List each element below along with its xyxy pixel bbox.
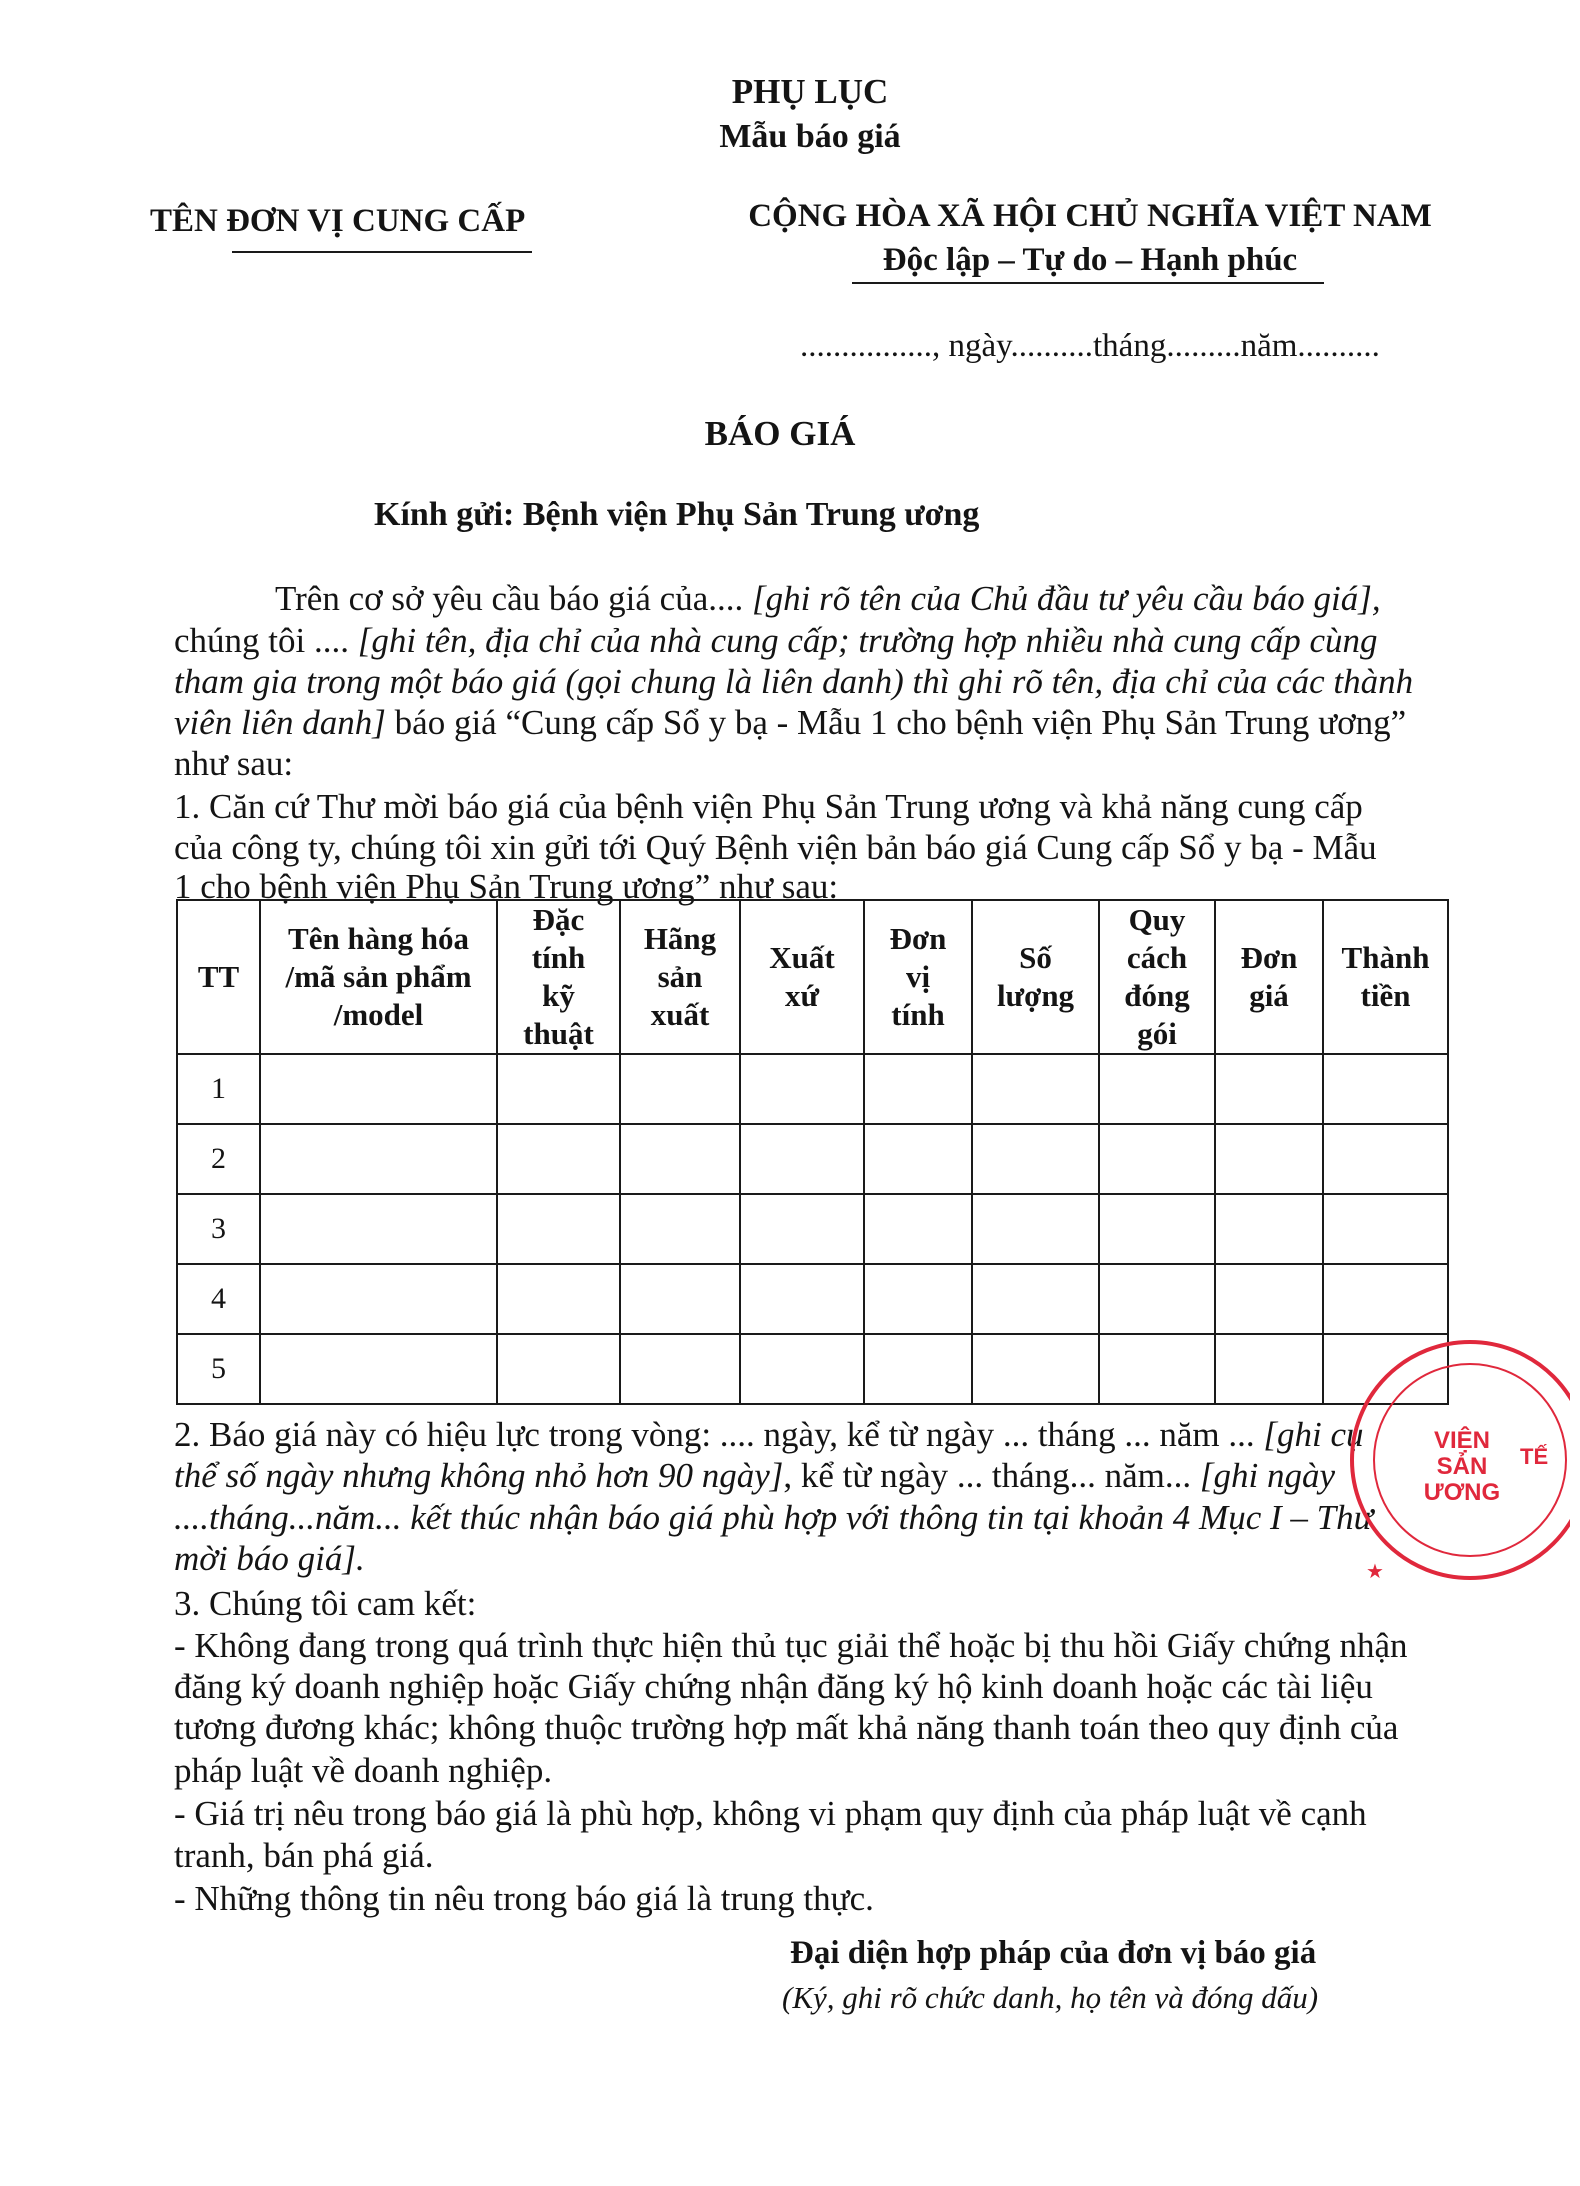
row-number-cell: 1 [177,1054,260,1124]
empty-cell [1323,1264,1448,1334]
header-cell-line: xuất [650,997,710,1032]
table-row [177,1264,1448,1334]
empty-cell [497,1334,620,1404]
empty-cell [620,1264,740,1334]
section2-placeholder: [ghi ngày [1199,1456,1336,1495]
table-row [177,1124,1448,1194]
stamp-side-text: TẾ [1520,1444,1549,1469]
document-title: BÁO GIÁ [704,414,856,453]
empty-cell [497,1124,620,1194]
header-cell-line: giá [1249,978,1289,1013]
table-header-cell [620,900,740,1054]
empty-cell [1215,1194,1323,1264]
stamp-text-line-1: VIỆN [1433,1427,1491,1454]
supplier-underline [232,251,532,253]
empty-cell [1215,1124,1323,1194]
empty-cell [497,1194,620,1264]
row-number-cell: 3 [177,1194,260,1264]
empty-cell [1099,1054,1215,1124]
section1-line-1: 1. Căn cứ Thư mời báo giá của bệnh viện Phụ Sản Trung ương và khả năng cung cấp [174,787,1363,826]
header-cell-line: Đơn [889,921,947,956]
table-row [177,1194,1448,1264]
empty-cell [260,1124,497,1194]
section3-line-3: tương đương khác; không thuộc trường hợp mất khả năng thanh toán theo quy định của [174,1708,1399,1747]
table-row [177,1334,1448,1404]
table-header-cell [1099,900,1215,1054]
table-header-cell [1323,900,1448,1054]
section2-text: , kể từ ngày ... tháng... năm... [783,1456,1200,1495]
header-cell-line: vị [905,959,931,994]
header-cell-line: Thành [1341,940,1430,975]
section3-line-4: pháp luật về doanh nghiệp. [174,1751,553,1790]
section2-line-4: mời báo giá]. [174,1539,365,1578]
country-name: CỘNG HÒA XÃ HỘI CHỦ NGHĨA VIỆT NAM [748,198,1432,234]
section3-line-6: tranh, bán phá giá. [174,1836,434,1875]
table-header-cell [864,900,972,1054]
header-cell-line: tính [531,940,586,975]
header-cell-line: Đặc [532,902,585,937]
header-cell-line: TT [197,959,240,994]
motto-underline [852,282,1324,284]
intro-placeholder: [ghi rõ tên của Chủ đầu tư yêu cầu báo giá], [751,579,1381,618]
empty-cell [972,1194,1099,1264]
header-cell-line: gói [1137,1016,1177,1051]
empty-cell [1215,1264,1323,1334]
table-header-cell [497,900,620,1054]
empty-cell [1099,1264,1215,1334]
intro-text: Trên cơ sở yêu cầu báo giá của.... [275,579,752,618]
intro-line-2 [174,620,1378,662]
signature-title: Đại diện hợp pháp của đơn vị báo giá [790,1935,1317,1971]
national-motto: Độc lập – Tự do – Hạnh phúc [882,242,1298,278]
intro-text: báo giá “Cung cấp Sổ y bạ - Mẫu 1 cho bệnh viện Phụ Sản Trung ương” [385,703,1407,742]
empty-cell [260,1054,497,1124]
intro-line-5: như sau: [174,744,294,783]
header-cell-line: Xuất [769,940,835,975]
section3-line-7: - Những thông tin nêu trong báo giá là trung thực. [174,1879,874,1918]
section2-placeholder: [ghi cụ [1263,1415,1364,1454]
stamp-text-line-2: SẢN [1436,1453,1488,1480]
section2-placeholder: thể số ngày nhưng không nhỏ hơn 90 ngày] [174,1456,784,1495]
empty-cell [740,1194,864,1264]
header-cell-line: tính [891,997,945,1032]
header-cell-line: tiền [1360,978,1411,1013]
empty-cell [864,1334,972,1404]
empty-cell [1099,1334,1215,1404]
empty-cell [864,1124,972,1194]
table-header-row [177,900,1448,1054]
stamp-text-line-3: ƯƠNG [1423,1479,1501,1506]
empty-cell [864,1194,972,1264]
table-body [177,1054,1448,1404]
appendix-title: PHỤ LỤC [731,72,889,111]
intro-line-4 [174,702,1406,744]
header-cell-line: /mã sản phẩm [285,959,472,994]
empty-cell [972,1334,1099,1404]
empty-cell [1215,1334,1323,1404]
appendix-subtitle: Mẫu báo giá [719,118,901,155]
table-header-cell [740,900,864,1054]
date-line: ................, ngày..........tháng.........năm.......... [800,328,1380,364]
header-cell-line: Tên hàng hóa [288,921,469,956]
intro-placeholder: [ghi tên, địa chỉ của nhà cung cấp; trường hợp nhiều nhà cung cấp cùng [357,621,1378,660]
header-cell-line: kỹ [542,978,575,1013]
section2-text: 2. Báo giá này có hiệu lực trong vòng: .... ngày, kể từ ngày ... tháng ... năm ... [174,1415,1264,1454]
intro-line-3: tham gia trong một báo giá (gọi chung là liên danh) thì ghi rõ tên, địa chỉ của các thành [174,662,1414,701]
empty-cell [1323,1194,1448,1264]
empty-cell [497,1264,620,1334]
section3-line-5: - Giá trị nêu trong báo giá là phù hợp, không vi phạm quy định của pháp luật về cạnh [174,1794,1367,1833]
table-row [177,1054,1448,1124]
section3-line-2: đăng ký doanh nghiệp hoặc Giấy chứng nhận đăng ký hộ kinh doanh hoặc các tài liệu [174,1667,1373,1706]
table-header-cell [260,900,497,1054]
header-cell-line: lượng [996,978,1075,1013]
empty-cell [972,1124,1099,1194]
intro-placeholder: viên liên danh] [174,703,386,742]
header-cell-line: xứ [784,978,820,1013]
section1-line-3: 1 cho bệnh viện Phụ Sản Trung ương” như sau: [174,867,839,906]
empty-cell [972,1054,1099,1124]
empty-cell [1099,1194,1215,1264]
table-header-cell [972,900,1099,1054]
empty-cell [260,1334,497,1404]
empty-cell [740,1264,864,1334]
intro-line-1 [275,578,1381,620]
empty-cell [497,1054,620,1124]
header-cell-line: Hãng [643,921,717,956]
empty-cell [620,1334,740,1404]
header-cell-line: Số [1019,940,1052,975]
signature-note: (Ký, ghi rõ chức danh, họ tên và đóng dấu) [782,1980,1319,2015]
section2-line-3: ....tháng...năm... kết thúc nhận báo giá phù hợp với thông tin tại khoản 4 Mục I – Thư [174,1498,1373,1537]
empty-cell [1323,1054,1448,1124]
empty-cell [620,1194,740,1264]
header-cell-line: /model [333,997,424,1032]
intro-text: chúng tôi .... [174,621,358,660]
empty-cell [972,1264,1099,1334]
supplier-name: TÊN ĐƠN VỊ CUNG CẤP [150,203,526,239]
header-cell-line: Đơn [1240,940,1298,975]
empty-cell [260,1264,497,1334]
section2-line-2 [174,1455,1335,1497]
section2-line-1 [174,1414,1363,1456]
header-cell-line: thuật [523,1016,594,1051]
header-cell-line: cách [1126,940,1188,975]
empty-cell [1215,1054,1323,1124]
row-number-cell: 2 [177,1124,260,1194]
header-cell-line: sản [657,959,703,994]
recipient-line: Kính gửi: Bệnh viện Phụ Sản Trung ương [374,496,980,533]
empty-cell [620,1124,740,1194]
empty-cell [864,1054,972,1124]
table-header-cell [1215,900,1323,1054]
header-cell-line: Quy [1128,902,1186,937]
empty-cell [260,1194,497,1264]
empty-cell [740,1124,864,1194]
header-cell-line: đóng [1124,978,1190,1013]
empty-cell [740,1054,864,1124]
stamp-star-icon: ★ [1366,1561,1384,1580]
section3-line-1: - Không đang trong quá trình thực hiện thủ tục giải thể hoặc bị thu hồi Giấy chứng nhận [174,1626,1408,1665]
red-stamp [1330,1340,1570,1580]
row-number-cell: 4 [177,1264,260,1334]
empty-cell [864,1264,972,1334]
section3-heading: 3. Chúng tôi cam kết: [174,1584,477,1623]
section1-line-2: của công ty, chúng tôi xin gửi tới Quý Bệnh viện bản báo giá Cung cấp Sổ y bạ - Mẫu [174,828,1377,867]
empty-cell [1323,1124,1448,1194]
empty-cell [620,1054,740,1124]
table-header-cell [177,900,260,1054]
quotation-table [176,899,1449,1405]
row-number-cell: 5 [177,1334,260,1404]
empty-cell [1099,1124,1215,1194]
empty-cell [740,1334,864,1404]
